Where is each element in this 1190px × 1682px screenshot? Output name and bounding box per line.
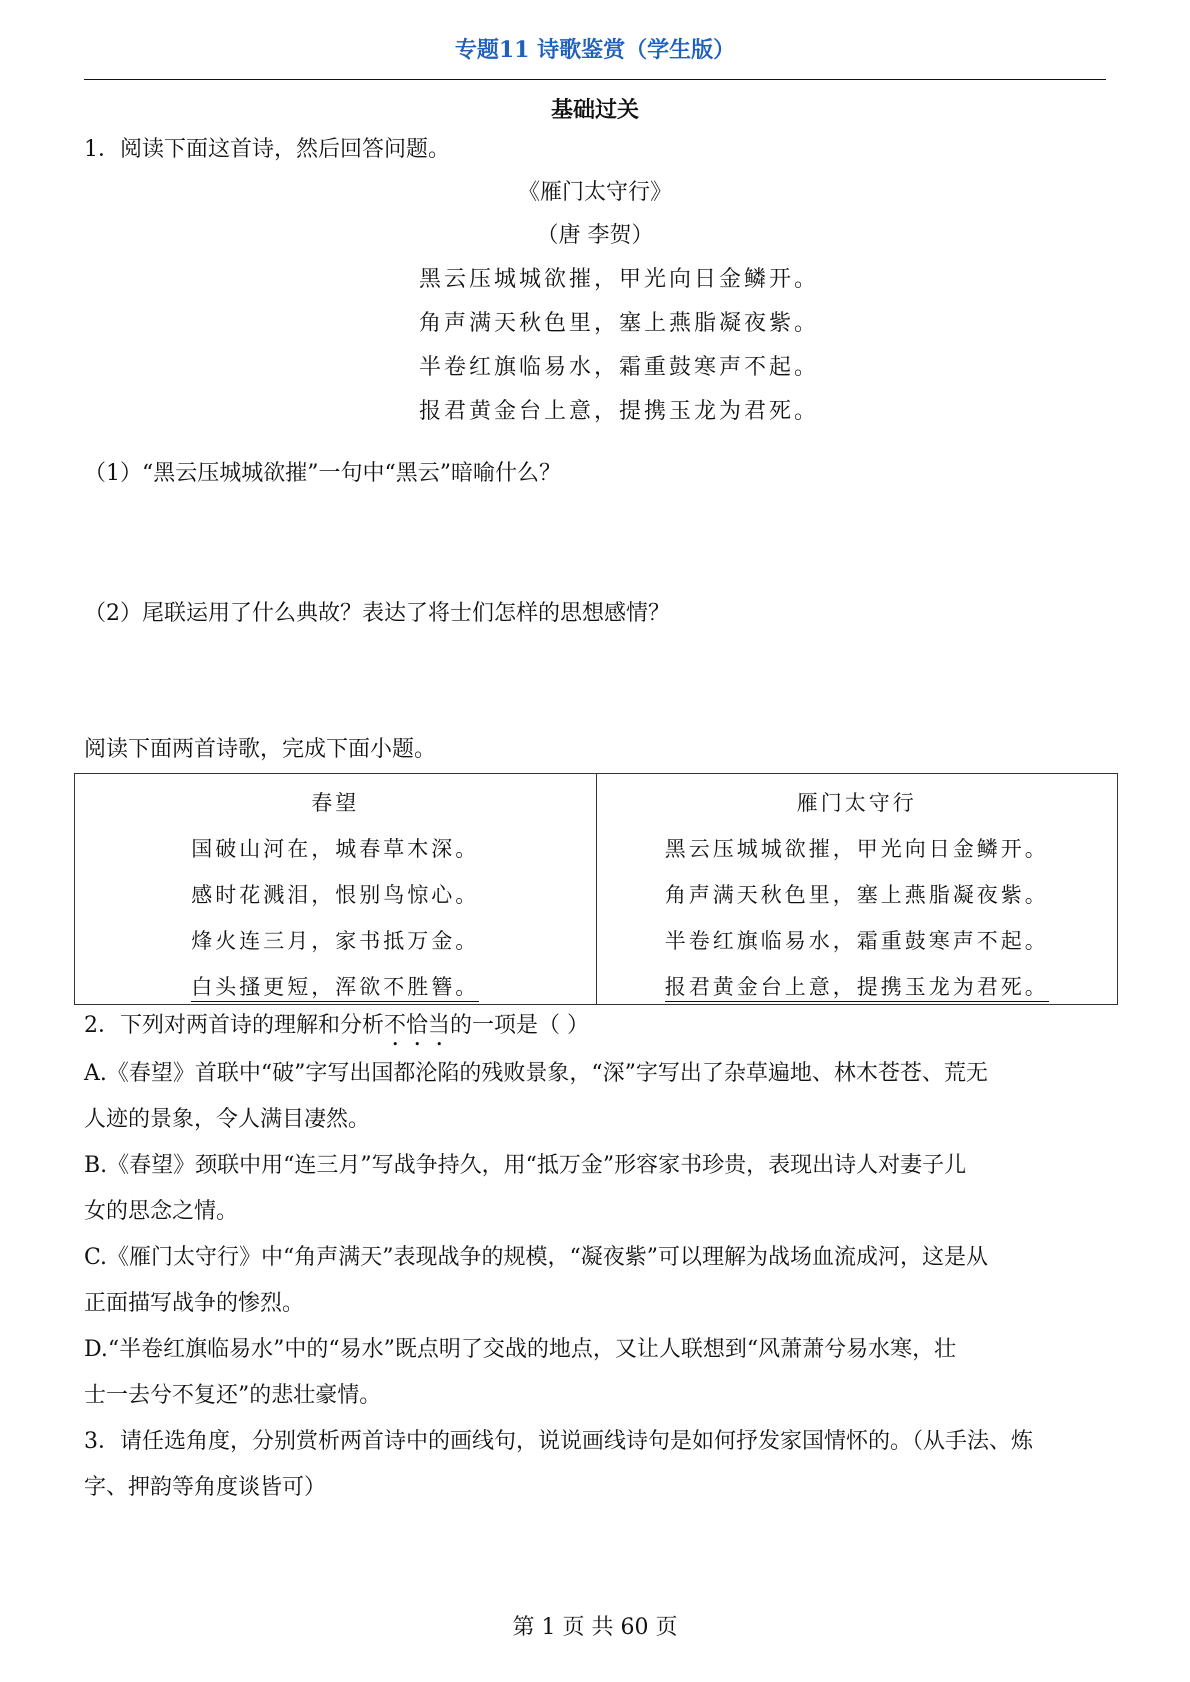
- q2-option-d-cont: 士一去兮不复还”的悲壮豪情。: [84, 1383, 382, 1408]
- q2-stem-before: 2．下列对两首诗的理解和分析: [84, 1013, 384, 1038]
- q2-stem-emphasis: 不恰当: [384, 1013, 451, 1038]
- poem-comparison-table: [74, 773, 1118, 1005]
- q1-poem-title: 《雁门太守行》: [517, 180, 672, 205]
- poem-line: 国破山河在，城春草木深。: [191, 837, 480, 861]
- poem-column-yanmen: [596, 774, 1118, 1004]
- poem-title-yanmen: 雁门太守行: [796, 791, 917, 815]
- q1-poem-line: 角声满天秋色里，塞上燕脂凝夜紫。: [418, 311, 819, 336]
- q1-poem-line: 半卷红旗临易水，霜重鼓寒声不起。: [418, 355, 819, 380]
- q1-prompt: 1．阅读下面这首诗，然后回答问题。: [84, 137, 450, 162]
- q2-stem: [84, 1004, 1106, 1051]
- q2-option-a: A.《春望》首联中“破”字写出国都沦陷的残败景象，“深”字写出了杂草遍地、林木苍苍、荒无: [84, 1061, 988, 1086]
- q2-option-d: D.“半卷红旗临易水”中的“易水”既点明了交战的地点，又让人联想到“风萧萧兮易水寒，壮: [84, 1337, 957, 1362]
- q1-poem-line: 黑云压城城欲摧，甲光向日金鳞开。: [418, 267, 819, 292]
- page-header-title: 专题11 诗歌鉴赏（学生版）: [454, 37, 736, 63]
- group-intro: 阅读下面两首诗歌，完成下面小题。: [84, 737, 437, 762]
- q3-prompt-cont: 字、押韵等角度谈皆可）: [84, 1475, 327, 1500]
- q2-option-c: C.《雁门太守行》中“角声满天”表现战争的规模，“凝夜紫”可以理解为战场血流成河，这是从: [84, 1245, 989, 1270]
- poem-line: 感时花溅泪，恨别鸟惊心。: [191, 883, 480, 907]
- section-title: 基础过关: [550, 97, 639, 123]
- q3-prompt: 3．请任选角度，分别赏析两首诗中的画线句，说说画线诗句是如何抒发家国情怀的。（从手法、炼: [84, 1429, 1034, 1454]
- q2-option-b: B.《春望》颈联中用“连三月”写战争持久，用“抵万金”形容家书珍贵，表现出诗人对妻子儿: [84, 1153, 967, 1178]
- poem-line: 角声满天秋色里，塞上燕脂凝夜紫。: [664, 883, 1049, 907]
- poem-line: 半卷红旗临易水，霜重鼓寒声不起。: [664, 929, 1049, 953]
- page-number: 第 1 页 共 60 页: [512, 1615, 678, 1640]
- underlined-text: 报君黄金台上意，提携玉龙为君死。: [665, 975, 1049, 1002]
- q2-option-c-cont: 正面描写战争的惨烈。: [84, 1291, 305, 1316]
- poem-line: 烽火连三月，家书抵万金。: [191, 929, 480, 953]
- poem-title-chunwang: 春望: [311, 791, 360, 815]
- q2-option-b-cont: 女的思念之情。: [84, 1199, 239, 1224]
- q1-poem-author: （唐 李贺）: [536, 223, 654, 248]
- q1-subquestion-2: （2）尾联运用了什么典故？表达了将士们怎样的思想感情？: [84, 601, 670, 626]
- header-divider: [84, 79, 1106, 80]
- underlined-text: 白头搔更短，浑欲不胜簪。: [191, 975, 479, 1002]
- q1-subquestion-1: （1）“黑云压城城欲摧”一句中“黑云”暗喻什么？: [84, 461, 561, 486]
- poem-line: 黑云压城城欲摧，甲光向日金鳞开。: [664, 837, 1049, 861]
- q1-poem-line: 报君黄金台上意，提携玉龙为君死。: [418, 399, 819, 424]
- poem-column-chunwang: [75, 774, 596, 1004]
- q2-option-a-cont: 人迹的景象，令人满目凄然。: [84, 1107, 371, 1132]
- q2-stem-after: 的一项是（ ）: [450, 1013, 590, 1038]
